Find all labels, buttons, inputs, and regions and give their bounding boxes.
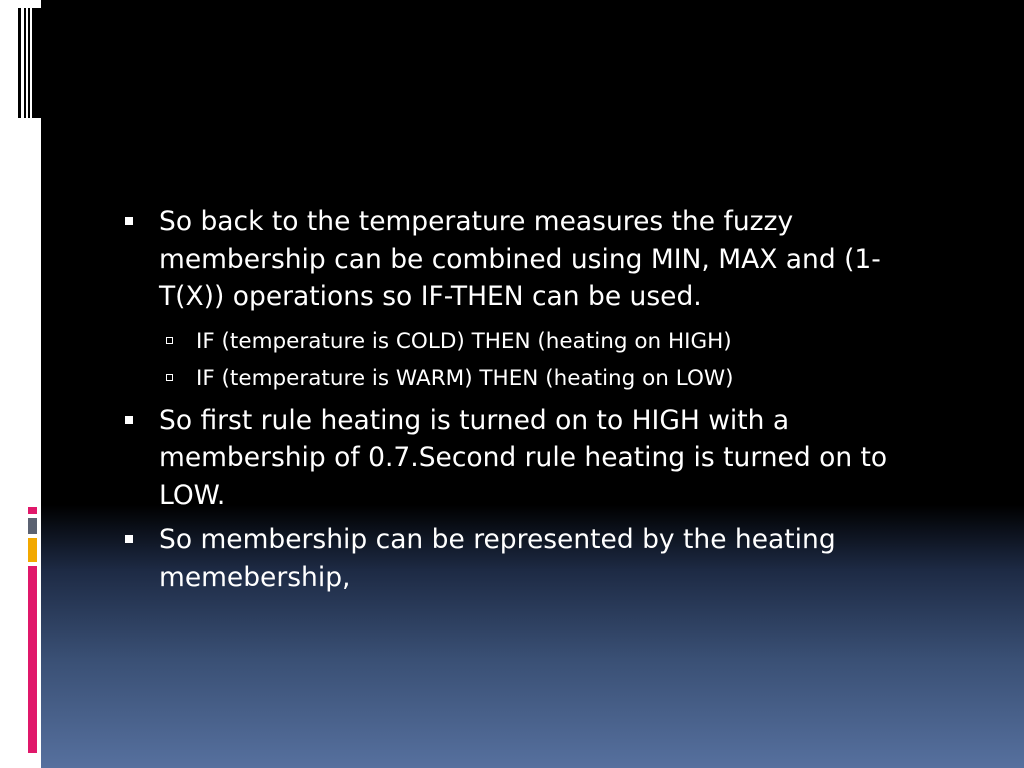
bullet-item — [120, 521, 935, 596]
square-bullet-icon — [125, 217, 133, 225]
color-bar-orange — [28, 538, 37, 562]
square-bullet-icon — [125, 416, 133, 424]
stripe — [28, 8, 30, 118]
sub-bullet-text: IF (temperature is COLD) THEN (heating on HIGH) — [196, 328, 732, 354]
bullet-text: So first rule heating is turned on to HIGH with a membership of 0.7.Second rule heating is turned on to LOW. — [159, 404, 888, 511]
slide-content — [120, 203, 935, 603]
square-bullet-icon — [125, 535, 133, 543]
bullet-item — [120, 402, 935, 515]
bullet-text: So back to the temperature measures the fuzzy membership can be combined using MIN, MAX and (1-T(X)) operations so IF-THEN can be used. — [159, 206, 881, 312]
hollow-square-bullet-icon — [166, 374, 173, 381]
color-bar-pink — [28, 507, 37, 514]
sub-bullet-list — [120, 323, 935, 397]
sub-bullet-item — [120, 360, 935, 397]
bullet-item — [120, 203, 935, 316]
vertical-stripes-decoration — [18, 8, 41, 118]
stripe — [24, 8, 26, 118]
stripe — [32, 8, 41, 118]
bullet-text: So membership can be represented by the heating memebership, — [159, 524, 836, 593]
sub-bullet-item — [120, 323, 935, 360]
sub-bullet-text: IF (temperature is WARM) THEN (heating on LOW) — [196, 365, 734, 391]
stripe — [18, 8, 21, 118]
color-bar-pink-long — [28, 566, 37, 753]
color-bar-gray — [28, 518, 37, 534]
hollow-square-bullet-icon — [166, 337, 173, 344]
